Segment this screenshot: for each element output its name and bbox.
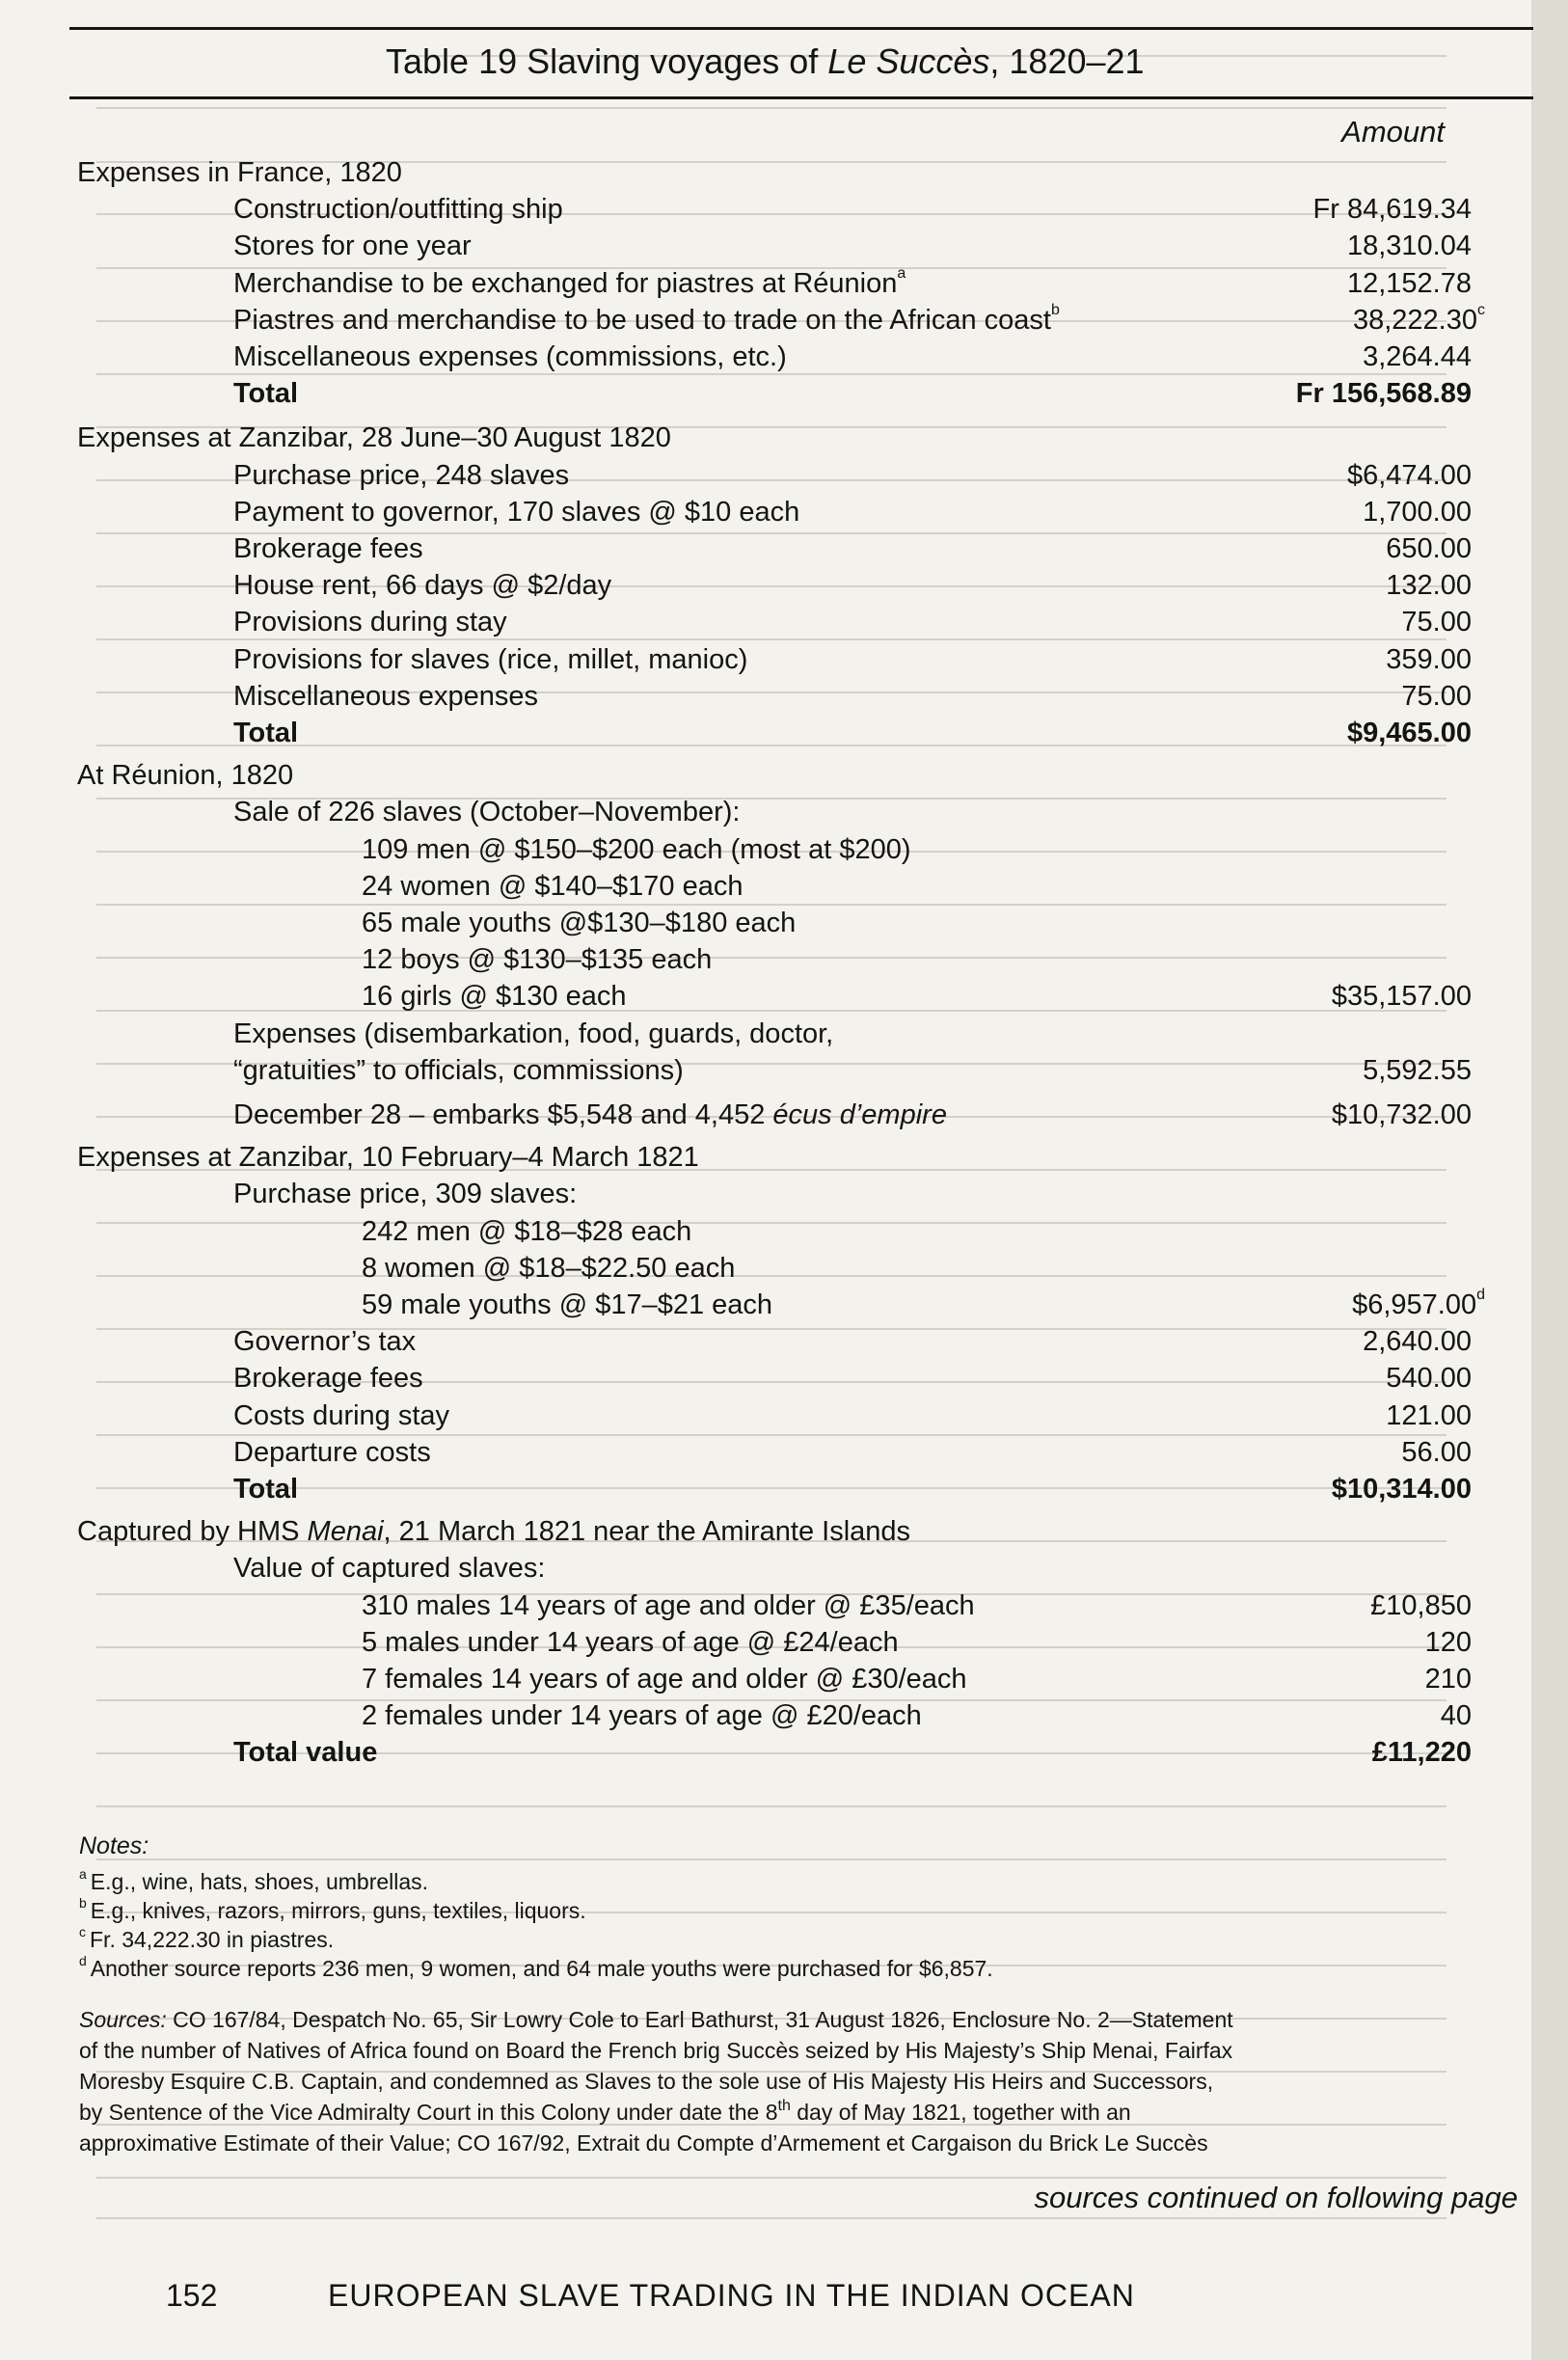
row-label: [362, 867, 743, 906]
row-label-text: Expenses in France, 1820: [77, 157, 402, 188]
row-label: [233, 1175, 577, 1213]
sources-line: approximative Estimate of their Value; CO 167/92, Extrait du Compte d’Armement et Cargaison du Brick Le Succès: [79, 2130, 1208, 2156]
row-amount: [1386, 566, 1472, 605]
table-row: [0, 867, 1472, 906]
row-amount: [1352, 1286, 1485, 1324]
row-amount-value: $6,957.00: [1352, 1289, 1477, 1320]
row-label-text: 310 males 14 years of age and older @ £35/each: [362, 1590, 975, 1621]
row-label-text: Sale of 226 slaves (October–November):: [233, 797, 741, 827]
table-row: [0, 904, 1472, 942]
row-label: [233, 190, 563, 229]
total-row: [0, 1470, 1472, 1508]
row-amount-value: 359.00: [1386, 644, 1472, 675]
row-label-text: 5 males under 14 years of age @ £24/each: [362, 1627, 899, 1658]
row-label: [233, 566, 611, 605]
row-label: [233, 1322, 416, 1361]
row-label-text: 65 male youths @$130–$180 each: [362, 908, 797, 938]
row-amount: [1401, 677, 1472, 716]
row-label-text: House rent, 66 days @ $2/day: [233, 570, 612, 601]
row-amount-value: 40: [1440, 1700, 1472, 1731]
row-label-text: Expenses at Zanzibar, 10 February–4 March 1821: [77, 1142, 699, 1173]
top-rule: [69, 27, 1533, 30]
row-label-text: Stores for one year: [233, 231, 472, 261]
row-amount: [1401, 603, 1472, 641]
row-label-text: Construction/outfitting ship: [233, 194, 563, 225]
sources-line: Moresby Esquire C.B. Captain, and condemned as Slaves to the sole use of His Majesty His Heirs and Successors,: [79, 2069, 1214, 2094]
row-label: [233, 1051, 684, 1090]
row-label: [362, 1212, 691, 1251]
row-label: [362, 830, 911, 869]
row-amount: [1332, 977, 1472, 1016]
row-label: [233, 714, 298, 752]
sources-line: [79, 2097, 1131, 2128]
row-label: [233, 603, 507, 641]
row-amount: [1363, 1322, 1472, 1361]
table-row: [0, 1433, 1472, 1472]
row-label-text: Piastres and merchandise to be used to trade on the African coast: [233, 305, 1051, 336]
row-label: [233, 1397, 449, 1435]
table-row: [0, 1096, 1472, 1134]
footnote: [79, 1866, 428, 1897]
row-label-text: Costs during stay: [233, 1400, 450, 1431]
footnote-mark: a: [79, 1866, 87, 1882]
sources-line: of the number of Natives of Africa found on Board the French brig Succès seized by His Majesty’s Ship Menai, Fairfax: [79, 2038, 1233, 2063]
row-amount: [1441, 1696, 1472, 1735]
row-amount: [1363, 338, 1472, 376]
table-title-text: Table 19 Slaving voyages of: [386, 41, 828, 81]
row-label-text: 16 girls @ $130 each: [362, 981, 627, 1012]
row-amount: [1386, 640, 1472, 679]
section-heading: [0, 756, 1472, 795]
sources-text: by Sentence of the Vice Admiralty Court in this Colony under date the 8: [79, 2100, 778, 2125]
table-row: [0, 1623, 1472, 1662]
notes-heading: Notes:: [79, 1832, 149, 1859]
row-amount-value: 38,222.30: [1352, 305, 1477, 336]
row-label-text: Total: [233, 1474, 299, 1505]
amount-column-header: Amount: [1341, 115, 1445, 149]
row-label-text: Brokerage fees: [233, 1363, 423, 1394]
footnote-mark: d: [1476, 1287, 1485, 1303]
row-label-text: Total: [233, 718, 299, 748]
table-row: [0, 1015, 1472, 1053]
row-amount-value: Fr 84,619.34: [1312, 194, 1472, 225]
header-rule: [69, 96, 1533, 99]
row-label-text: 59 male youths @ $17–$21 each: [362, 1289, 773, 1320]
row-label-text: Brokerage fees: [233, 533, 423, 564]
table-row: [0, 640, 1472, 679]
row-amount: [1363, 493, 1472, 531]
total-row: [0, 1733, 1472, 1772]
row-label: [362, 1249, 735, 1288]
row-amount: [1386, 529, 1472, 568]
row-amount-value: 210: [1424, 1664, 1472, 1695]
currency-name: écus d’empire: [772, 1099, 947, 1130]
footnote-mark: c: [79, 1924, 86, 1940]
table-row: [0, 1249, 1472, 1288]
table-row: [0, 1359, 1472, 1397]
section-heading: [0, 153, 1472, 192]
row-amount: [1372, 1733, 1472, 1772]
row-label: [362, 1623, 899, 1662]
row-label: [233, 1015, 833, 1053]
footnote-text: Fr. 34,222.30 in piastres.: [90, 1927, 335, 1952]
ship-name: Menai: [307, 1516, 384, 1547]
table-row: [0, 1587, 1472, 1625]
row-amount: [1296, 374, 1472, 413]
row-label-text: , 21 March 1821 near the Amirante Islands: [383, 1516, 911, 1547]
footnote: [79, 1953, 993, 1984]
row-label: [233, 456, 569, 495]
page-number: 152: [166, 2278, 218, 2313]
table-row: [0, 940, 1472, 979]
row-label: [77, 1512, 910, 1551]
table-row: [0, 977, 1472, 1016]
row-label-text: Captured by HMS: [77, 1516, 308, 1547]
row-label: [233, 1433, 431, 1472]
row-amount-value: £11,220: [1371, 1737, 1472, 1768]
table-title: [386, 41, 1145, 82]
row-label: [233, 493, 799, 531]
row-amount-value: $9,465.00: [1346, 718, 1472, 748]
row-label: [233, 640, 747, 679]
row-amount: [1347, 227, 1472, 265]
sources-text: day of May 1821, together with an: [790, 2100, 1131, 2125]
table-row: [0, 566, 1472, 605]
row-amount-value: 1,700.00: [1363, 497, 1472, 528]
row-amount: [1347, 264, 1472, 303]
table-row: [0, 1397, 1472, 1435]
row-label: [362, 940, 712, 979]
row-label: [362, 1587, 975, 1625]
row-amount-value: 75.00: [1401, 607, 1472, 637]
total-row: [0, 714, 1472, 752]
row-amount-value: 18,310.04: [1346, 231, 1472, 261]
row-label-text: Departure costs: [233, 1437, 431, 1468]
row-amount: [1401, 1433, 1472, 1472]
row-label-text: At Réunion, 1820: [77, 760, 294, 791]
section-heading: [0, 1138, 1472, 1177]
table-row: [0, 1322, 1472, 1361]
row-label-text: 7 females 14 years of age and older @ £30/each: [362, 1664, 967, 1695]
row-amount-value: 3,264.44: [1363, 341, 1472, 372]
row-label: [362, 1286, 772, 1324]
sources-text: CO 167/84, Despatch No. 65, Sir Lowry Cole to Earl Bathurst, 31 August 1826, Enclosure No. 2—Statement: [166, 2007, 1233, 2032]
row-amount: [1313, 190, 1472, 229]
row-amount: [1386, 1359, 1472, 1397]
row-label-text: Value of captured slaves:: [233, 1553, 546, 1584]
table-row: [0, 456, 1472, 495]
row-amount-value: 56.00: [1401, 1437, 1472, 1468]
row-amount-value: $10,314.00: [1331, 1474, 1472, 1505]
table-row: [0, 1212, 1472, 1251]
row-label-text: Miscellaneous expenses: [233, 681, 538, 712]
row-label-text: Expenses at Zanzibar, 28 June–30 August 1820: [77, 422, 671, 453]
sources-line: [79, 2004, 1233, 2035]
row-label-text: Purchase price, 309 slaves:: [233, 1179, 578, 1209]
row-label: [233, 1549, 546, 1587]
row-label: [233, 374, 298, 413]
footnote-text: E.g., wine, hats, shoes, umbrellas.: [90, 1869, 429, 1894]
table-row: [0, 1286, 1485, 1324]
table-row: [0, 190, 1472, 229]
table-title-ship: Le Succès: [827, 41, 990, 81]
row-label-text: “gratuities” to officials, commissions): [233, 1055, 684, 1086]
row-label-text: 242 men @ $18–$28 each: [362, 1216, 692, 1247]
row-label: [233, 1096, 947, 1134]
row-label: [233, 1470, 298, 1508]
row-label: [362, 904, 796, 942]
ordinal-superscript: th: [777, 2098, 791, 2114]
footnote: [79, 1924, 334, 1955]
footnote-text: Another source reports 236 men, 9 women, and 64 male youths were purchased for $6,857.: [90, 1956, 993, 1981]
table-row: [0, 1051, 1472, 1090]
row-label: [233, 1359, 423, 1397]
footnote-mark: b: [1050, 302, 1060, 318]
row-label-text: Total value: [233, 1737, 378, 1768]
row-label: [362, 1660, 967, 1698]
sources-continued: sources continued on following page: [1034, 2181, 1518, 2214]
row-amount-value: $6,474.00: [1346, 460, 1472, 491]
table-row: [0, 1660, 1472, 1698]
row-amount-value: $35,157.00: [1331, 981, 1472, 1012]
row-label: [233, 677, 538, 716]
total-row: [0, 374, 1472, 413]
row-label: [362, 1696, 922, 1735]
row-label-text: Expenses (disembarkation, food, guards, doctor,: [233, 1018, 834, 1049]
table-row: [0, 227, 1472, 265]
row-label-text: Total: [233, 378, 299, 409]
table-row: [0, 1175, 1472, 1213]
row-label: [77, 419, 671, 457]
row-amount: [1425, 1623, 1472, 1662]
row-label-text: Payment to governor, 170 slaves @ $10 each: [233, 497, 800, 528]
row-amount: [1332, 1096, 1472, 1134]
table-row: [0, 493, 1472, 531]
row-label-text: 12 boys @ $130–$135 each: [362, 944, 713, 975]
footnote-mark: d: [79, 1953, 87, 1968]
footnote-mark: c: [1477, 302, 1485, 318]
table-row: [0, 830, 1472, 869]
row-amount-value: 650.00: [1386, 533, 1472, 564]
sources-label: Sources:: [79, 2007, 167, 2032]
table-row: [0, 529, 1472, 568]
row-amount: [1363, 1051, 1472, 1090]
footnote-mark: a: [897, 265, 906, 282]
row-amount-value: 120: [1424, 1627, 1472, 1658]
row-label-text: Merchandise to be exchanged for piastres at Réunion: [233, 268, 898, 299]
table-row: [0, 1549, 1472, 1587]
row-label-text: 109 men @ $150–$200 each (most at $200): [362, 834, 911, 865]
table-row: [0, 677, 1472, 716]
table-row: [0, 603, 1472, 641]
section-heading: [0, 419, 1472, 457]
row-amount-value: Fr 156,568.89: [1295, 378, 1472, 409]
row-label-text: Provisions for slaves (rice, millet, manioc): [233, 644, 748, 675]
table-title-years: , 1820–21: [989, 41, 1145, 81]
row-amount-value: 540.00: [1386, 1363, 1472, 1394]
row-amount-value: 12,152.78: [1346, 268, 1472, 299]
row-amount-value: 75.00: [1401, 681, 1472, 712]
row-label-text: Governor’s tax: [233, 1326, 417, 1357]
row-label: [233, 264, 906, 303]
row-amount-value: 5,592.55: [1363, 1055, 1472, 1086]
row-label-text: 8 women @ $18–$22.50 each: [362, 1253, 736, 1284]
row-amount: [1332, 1470, 1472, 1508]
row-amount: [1386, 1397, 1472, 1435]
row-amount-value: 121.00: [1386, 1400, 1472, 1431]
row-label-text: Provisions during stay: [233, 607, 507, 637]
row-label-text: Miscellaneous expenses (commissions, etc.): [233, 341, 787, 372]
row-label: [77, 756, 293, 795]
row-label: [233, 301, 1060, 339]
footnote: [79, 1895, 586, 1926]
row-amount: [1347, 714, 1472, 752]
footnote-mark: b: [79, 1895, 87, 1911]
row-amount-value: 132.00: [1386, 570, 1472, 601]
row-amount-value: 2,640.00: [1363, 1326, 1472, 1357]
section-heading: [0, 1512, 1472, 1551]
row-label: [77, 1138, 699, 1177]
table-row: [0, 1696, 1472, 1735]
row-amount: [1425, 1660, 1472, 1698]
row-label: [77, 153, 402, 192]
footnote-text: E.g., knives, razors, mirrors, guns, textiles, liquors.: [90, 1898, 586, 1923]
row-label: [233, 227, 472, 265]
table-row: [0, 301, 1485, 339]
row-label: [233, 1733, 377, 1772]
table-row: [0, 793, 1472, 831]
row-amount: [1370, 1587, 1472, 1625]
row-amount-value: $10,732.00: [1331, 1099, 1472, 1130]
table-row: [0, 264, 1472, 303]
table-row: [0, 338, 1472, 376]
row-label: [233, 529, 423, 568]
row-label-text: 24 women @ $140–$170 each: [362, 871, 743, 902]
running-head: EUROPEAN SLAVE TRADING IN THE INDIAN OCEAN: [328, 2278, 1135, 2313]
row-label-text: Purchase price, 248 slaves: [233, 460, 570, 491]
row-label: [233, 793, 740, 831]
row-label: [233, 338, 787, 376]
row-label-text: 2 females under 14 years of age @ £20/each: [362, 1700, 922, 1731]
row-amount-value: £10,850: [1370, 1590, 1472, 1621]
row-label-text: December 28 – embarks $5,548 and 4,452: [233, 1099, 773, 1130]
row-label: [362, 977, 627, 1016]
row-amount: [1347, 456, 1472, 495]
row-amount: [1353, 301, 1485, 339]
